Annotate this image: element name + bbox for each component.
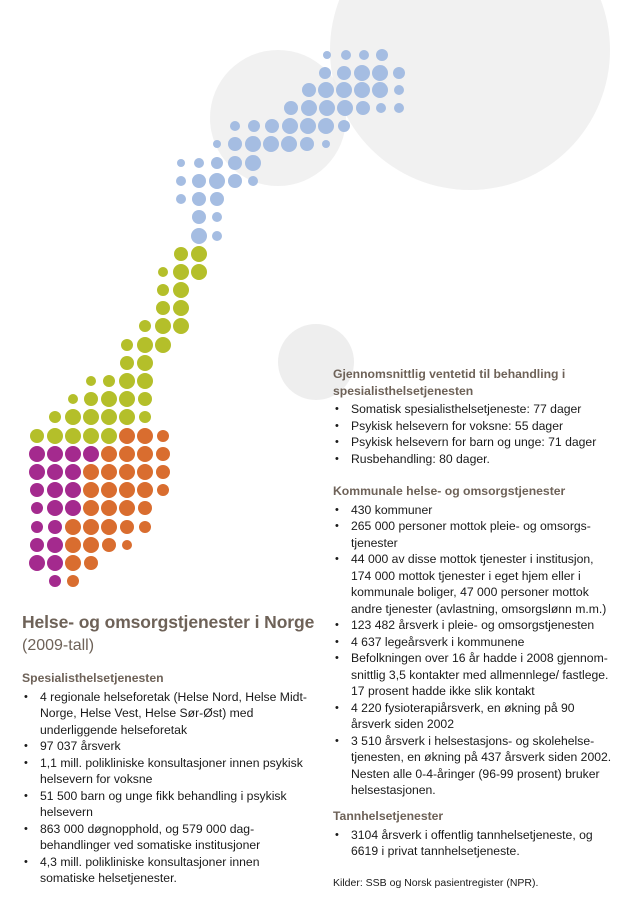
- section-heading: Spesialisthelsetjenesten: [22, 671, 164, 685]
- map-dot: [173, 300, 189, 316]
- map-dot: [376, 103, 386, 113]
- list-item: • 97 037 årsverk: [22, 738, 312, 755]
- list-item: • 4 regionale helseforetak (Helse Nord, Helse Midt-Norge, Helse Vest, Helse Sør-Øst) med underliggende helseforetak: [22, 689, 312, 739]
- map-dot: [119, 464, 135, 480]
- map-dot: [157, 284, 169, 296]
- map-dot: [47, 482, 63, 498]
- map-dot: [318, 118, 334, 134]
- map-dot: [31, 502, 43, 514]
- map-dot: [354, 82, 370, 98]
- map-dot: [139, 411, 151, 423]
- list-item: • 51 500 barn og unge fikk behandling i psykisk helsevern: [22, 788, 312, 821]
- map-dot: [192, 210, 206, 224]
- map-dot: [137, 446, 153, 462]
- map-dot: [281, 136, 297, 152]
- map-dot: [137, 428, 153, 444]
- list-item: • 123 482 årsverk i pleie- og omsorgstjenesten: [333, 617, 613, 634]
- map-dot: [213, 140, 221, 148]
- section-heading: Gjennomsnittlig ventetid til behandling i spesialisthelsetjenesten: [333, 367, 566, 398]
- list-item: • Somatisk spesialisthelsetjeneste: 77 dager: [333, 401, 608, 418]
- map-dot: [210, 192, 224, 206]
- map-dot: [322, 140, 330, 148]
- map-dot: [48, 520, 62, 534]
- map-dot: [176, 194, 186, 204]
- map-dot: [47, 537, 63, 553]
- list-item: • Befolkningen over 16 år hadde i 2008 gjennom-snittlig 3,5 kontakter med allmennlege/ fastlege. 17 prosent hadde ikke slik kontakt: [333, 650, 613, 700]
- map-dot: [101, 428, 117, 444]
- map-dot: [65, 555, 81, 571]
- map-dot: [83, 428, 99, 444]
- map-dot: [138, 501, 152, 515]
- map-dot: [120, 356, 134, 370]
- map-dot: [173, 318, 189, 334]
- map-dot: [119, 446, 135, 462]
- list-item: • 430 kommuner: [333, 502, 613, 519]
- list-item: • 1,1 mill. polikliniske konsultasjoner innen psykisk helsevern for voksne: [22, 755, 312, 788]
- map-dot: [156, 465, 170, 479]
- map-dot: [49, 411, 61, 423]
- map-dot: [177, 159, 185, 167]
- map-dot: [173, 264, 189, 280]
- map-dot: [67, 575, 79, 587]
- map-dot: [248, 176, 258, 186]
- list-item: • 44 000 av disse mottok tjenester i institusjon, 174 000 mottok tjenester i eget hjem eller i kommunale boliger, 47 000 personer mottok andre tjenester (avlastning, omsorgslønn m.m.): [333, 551, 613, 617]
- map-dot: [119, 428, 135, 444]
- list-item: • Rusbehandling: 80 dager.: [333, 451, 608, 468]
- list-item: • 863 000 døgnopphold, og 579 000 dag-behandlinger ved somatiske institusjoner: [22, 821, 312, 854]
- map-dot: [84, 556, 98, 570]
- map-dot: [158, 267, 168, 277]
- map-dot: [101, 464, 117, 480]
- map-dot: [359, 50, 369, 60]
- map-dot: [68, 394, 78, 404]
- map-dot: [393, 67, 405, 79]
- map-dot: [192, 174, 206, 188]
- map-dot: [372, 65, 388, 81]
- map-dot: [211, 157, 223, 169]
- map-dot: [137, 373, 153, 389]
- bullet-list: [333, 401, 608, 467]
- map-dot: [192, 192, 206, 206]
- map-dot: [65, 519, 81, 535]
- map-dot: [47, 428, 63, 444]
- map-dot: [230, 121, 240, 131]
- map-dot: [248, 120, 260, 132]
- map-dot: [29, 464, 45, 480]
- bullet-list: [22, 689, 312, 887]
- map-dot: [86, 376, 96, 386]
- map-dot: [176, 176, 186, 186]
- map-dot: [83, 446, 99, 462]
- map-dot: [30, 429, 44, 443]
- map-dot: [139, 320, 151, 332]
- map-dot: [209, 173, 225, 189]
- map-dot: [103, 375, 115, 387]
- map-dot: [121, 339, 133, 351]
- map-dot: [119, 409, 135, 425]
- list-item: • 265 000 personer mottok pleie- og omsorgs-tjenester: [333, 518, 613, 551]
- map-dot: [394, 85, 404, 95]
- map-dot: [119, 373, 135, 389]
- map-dot: [174, 247, 188, 261]
- map-dot: [31, 521, 43, 533]
- map-dot: [336, 82, 352, 98]
- map-dot: [119, 482, 135, 498]
- map-dot: [101, 482, 117, 498]
- map-dot: [228, 156, 242, 170]
- map-dot: [30, 538, 44, 552]
- map-dot: [83, 519, 99, 535]
- section-tannhelsetjenester: [333, 808, 613, 860]
- list-item: • Psykisk helsevern for barn og unge: 71 dager: [333, 434, 608, 451]
- map-dot: [65, 428, 81, 444]
- map-dot: [212, 212, 222, 222]
- map-dot: [84, 392, 98, 406]
- list-item: • Psykisk helsevern for voksne: 55 dager: [333, 418, 608, 435]
- map-dot: [137, 355, 153, 371]
- map-dot: [101, 519, 117, 535]
- map-dot: [228, 137, 242, 151]
- map-dot: [122, 540, 132, 550]
- map-dot: [282, 118, 298, 134]
- map-dot: [49, 575, 61, 587]
- map-dot: [173, 282, 189, 298]
- map-dot: [47, 464, 63, 480]
- map-dot: [319, 67, 331, 79]
- map-dot: [30, 483, 44, 497]
- map-dot: [139, 521, 151, 533]
- map-dot: [372, 82, 388, 98]
- list-item: • 4,3 mill. polikliniske konsultasjoner innen somatiske helsetjenester.: [22, 854, 312, 887]
- map-dot: [155, 337, 171, 353]
- map-dot: [47, 446, 63, 462]
- map-dot: [265, 119, 279, 133]
- map-dot: [101, 446, 117, 462]
- map-dot: [101, 409, 117, 425]
- map-dot: [354, 65, 370, 81]
- map-dot: [302, 83, 316, 97]
- bullet-list: [333, 827, 613, 860]
- bullet-list: [333, 502, 613, 799]
- map-dot: [83, 482, 99, 498]
- map-dot: [120, 520, 134, 534]
- map-dot: [137, 464, 153, 480]
- map-dot: [245, 136, 261, 152]
- main-title: Helse- og omsorgstjenester i Norge: [22, 612, 315, 632]
- map-dot: [157, 484, 169, 496]
- map-dot: [323, 51, 331, 59]
- map-dot: [65, 500, 81, 516]
- main-subtitle: (2009-tall): [22, 637, 95, 654]
- map-dot: [212, 231, 222, 241]
- list-item: • 4 637 legeårsverk i kommunene: [333, 634, 613, 651]
- map-dot: [191, 264, 207, 280]
- map-dot: [101, 391, 117, 407]
- map-dot: [102, 538, 116, 552]
- map-dot: [29, 555, 45, 571]
- map-dot: [83, 464, 99, 480]
- map-dot: [301, 100, 317, 116]
- section-heading: Kommunale helse- og omsorgstjenester: [333, 484, 566, 498]
- map-dot: [83, 409, 99, 425]
- section-ventetid: [333, 366, 608, 467]
- list-item: • 3 510 årsverk i helsestasjons- og skolehelse-tjenesten, en økning på 437 årsverk siden 2002. Nesten alle 0-4-åringer (96-99 prosent) bruker helsestasjonen.: [333, 733, 613, 799]
- map-dot: [156, 447, 170, 461]
- map-dot: [394, 103, 404, 113]
- map-dot: [65, 464, 81, 480]
- section-heading: Tannhelsetjenester: [333, 809, 444, 823]
- map-dot: [284, 101, 298, 115]
- map-dot: [194, 158, 204, 168]
- map-dot: [191, 228, 207, 244]
- map-dot: [65, 446, 81, 462]
- map-dot: [356, 101, 370, 115]
- map-dot: [337, 66, 351, 80]
- map-dot: [29, 446, 45, 462]
- list-item: • 3104 årsverk i offentlig tannhelsetjeneste, og 6619 i privat tannhelsetjeneste.: [333, 827, 613, 860]
- map-dot: [191, 246, 207, 262]
- map-dot: [47, 500, 63, 516]
- map-dot: [138, 392, 152, 406]
- map-dot: [137, 482, 153, 498]
- section-spesialisthelsetjenesten: [22, 670, 312, 887]
- map-dot: [101, 500, 117, 516]
- map-dot: [83, 500, 99, 516]
- map-dot: [300, 137, 314, 151]
- map-dot: [338, 120, 350, 132]
- map-dot: [157, 430, 169, 442]
- map-dot: [300, 118, 316, 134]
- map-dot: [245, 155, 261, 171]
- map-dot: [341, 50, 351, 60]
- map-dot: [47, 555, 63, 571]
- map-dot: [263, 136, 279, 152]
- map-dot: [65, 537, 81, 553]
- map-dot: [65, 482, 81, 498]
- list-item: • 4 220 fysioterapiårsverk, en økning på 90 årsverk siden 2002: [333, 700, 613, 733]
- map-dot: [319, 100, 335, 116]
- map-dot: [65, 409, 81, 425]
- map-dot: [119, 500, 135, 516]
- map-dot: [83, 537, 99, 553]
- section-kommunale-tjenester: [333, 483, 613, 799]
- map-dot: [156, 301, 170, 315]
- map-dot: [337, 100, 353, 116]
- map-dot: [155, 318, 171, 334]
- map-dot: [228, 174, 242, 188]
- map-dot: [137, 337, 153, 353]
- map-dot: [318, 82, 334, 98]
- map-dot: [376, 49, 388, 61]
- sources-note: Kilder: SSB og Norsk pasientregister (NPR).: [333, 877, 539, 889]
- map-dot: [119, 391, 135, 407]
